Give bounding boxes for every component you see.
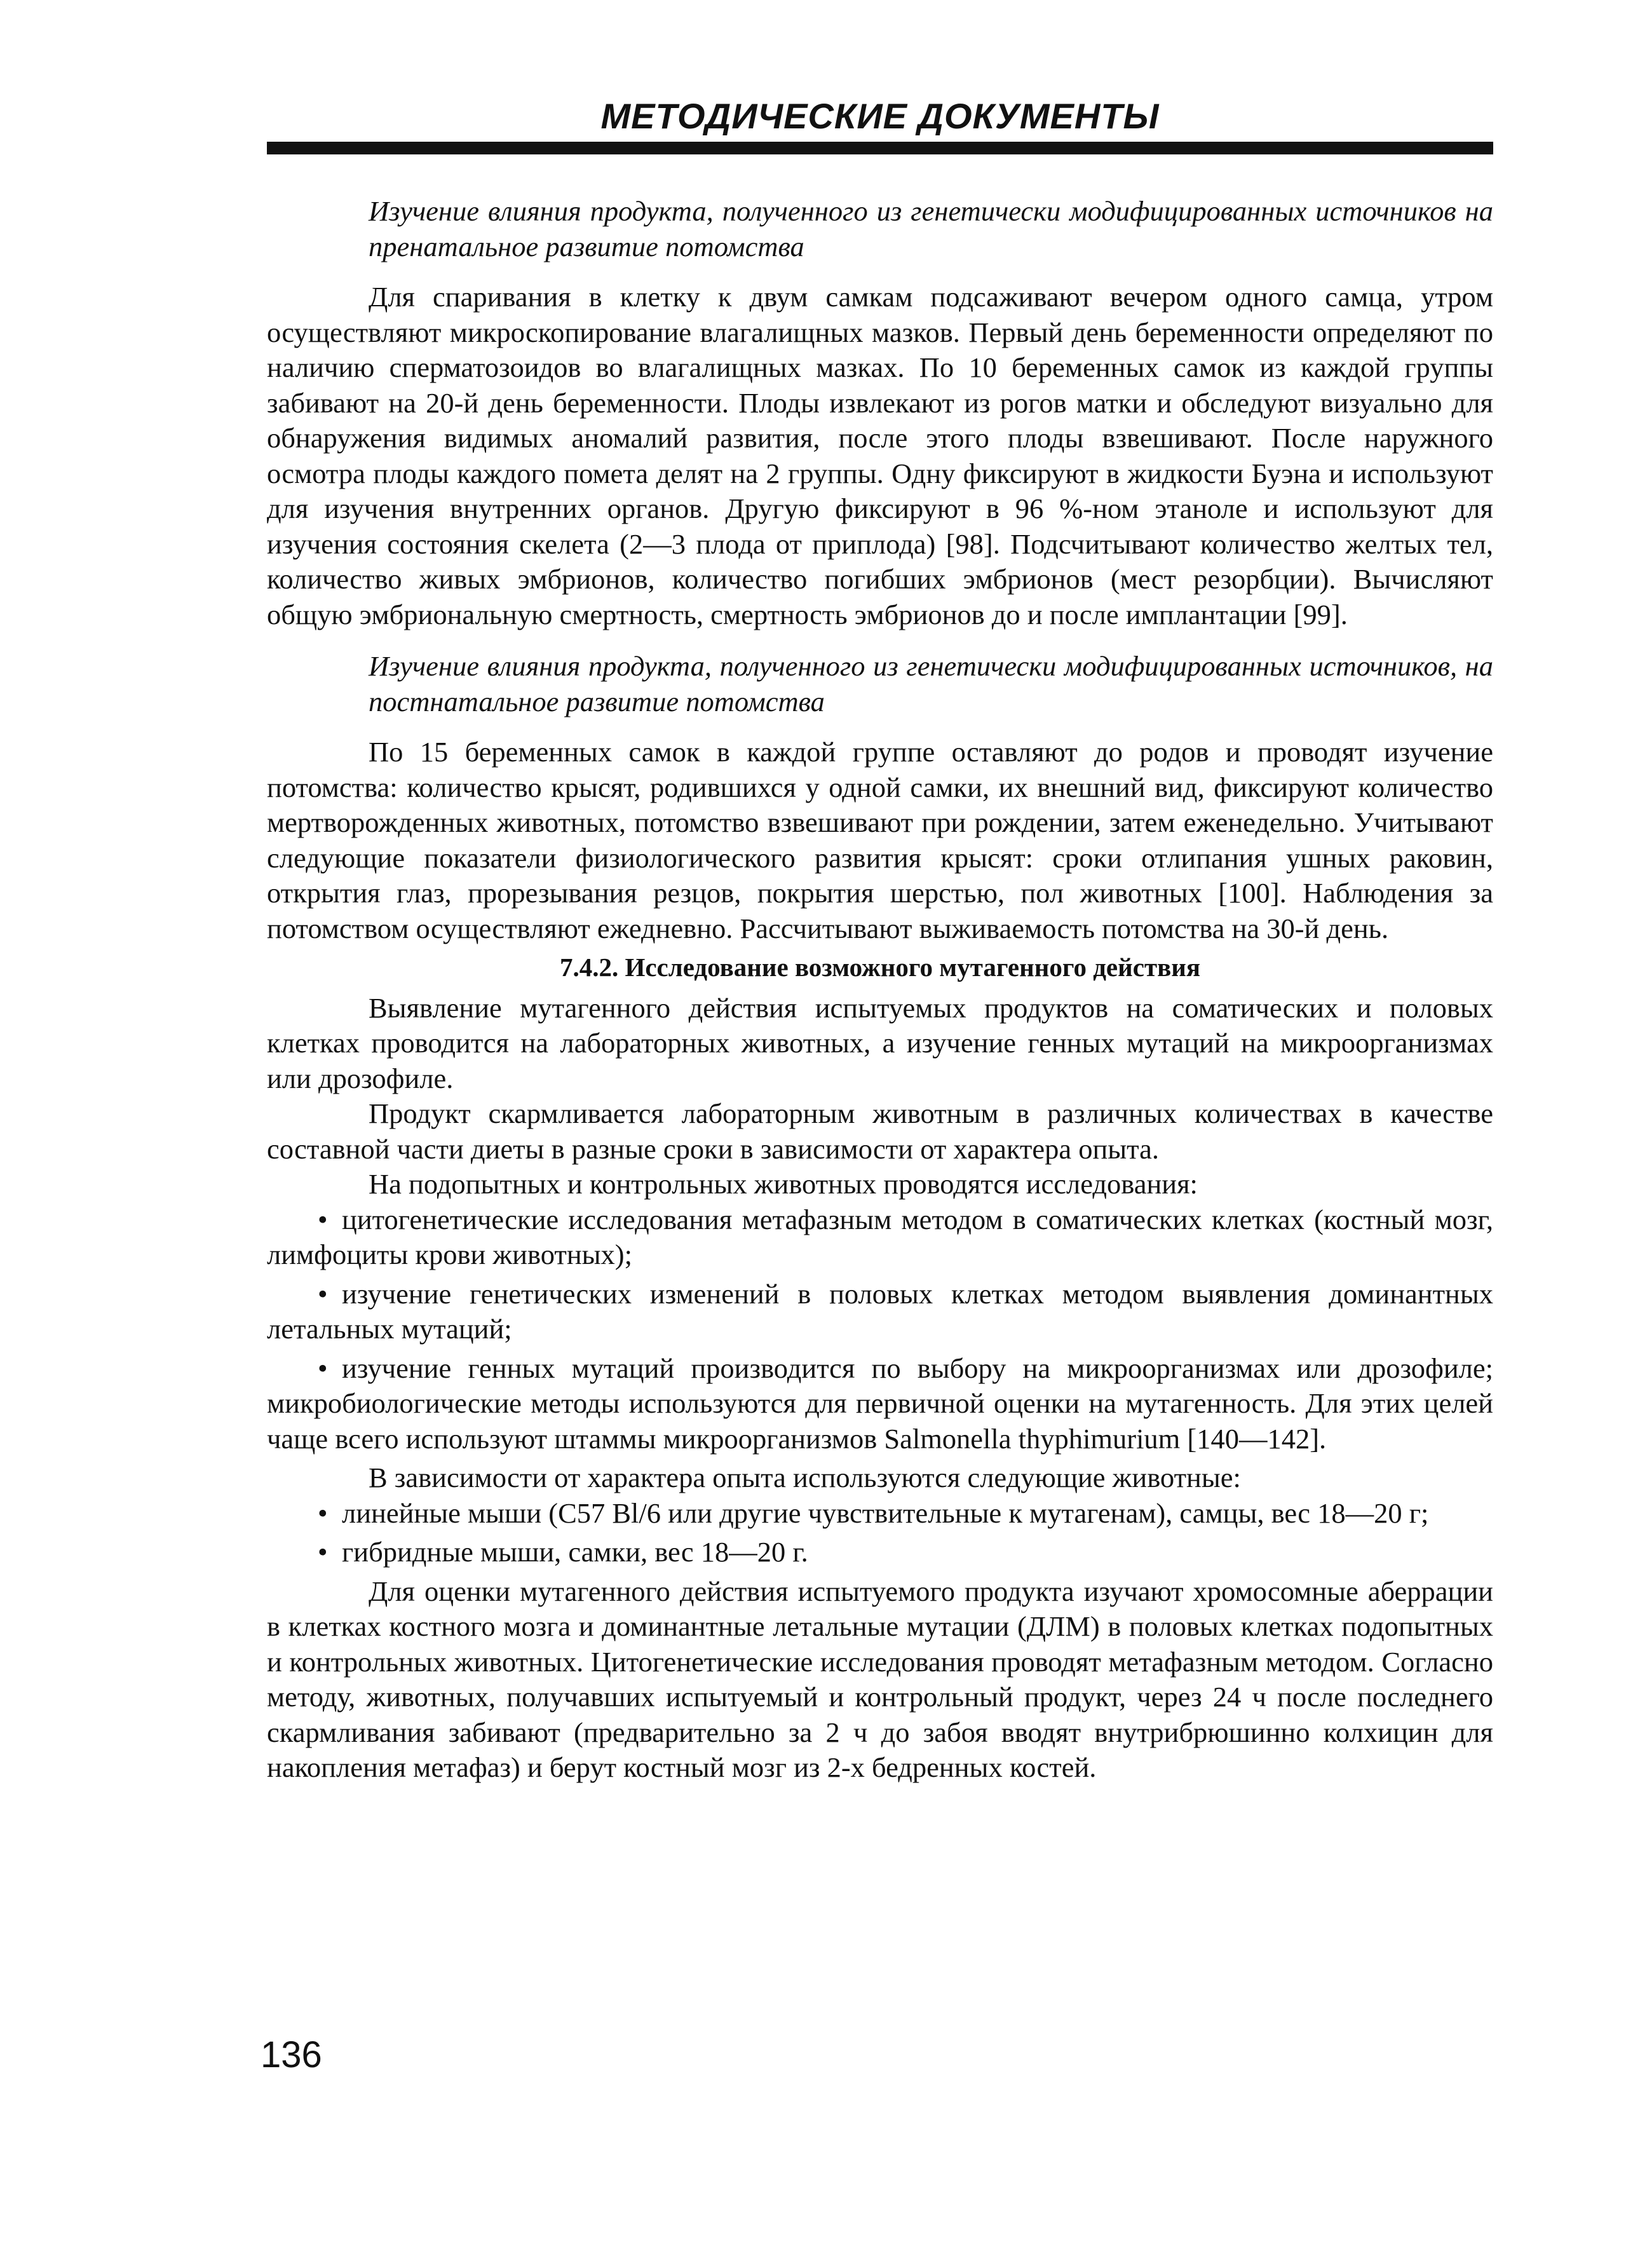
paragraph-assessment: Для оценки мутагенного действия испытуемого продукта изучают хромосомные аберрации в клетках костного мозга и доминантные летальные мутации (ДЛМ) в половых клетках подопытных и контрольных животных. Цитогенетические исследования проводят метафазным методом. Согласно методу, животных, получавших испытуемый и контрольный продукт, через 24 ч после последнего скармливания забивают (предварительно за 2 ч до забоя вводят внутрибрюшинно колхицин для накопления метафаз) и берут костный мозг из 2-х бедренных костей. bbox=[267, 1575, 1493, 1783]
paragraph-postnatal: По 15 беременных самок в каждой группе оставляют до родов и проводят изучение потомства: количество крысят, родившихся у одной самки, их внешний вид, фиксируют количество мертворожденных животных, потомство взвешивают при рождении, затем еженедельно. Учитывают следующие показатели физиологического развития крысят: сроки отлипания ушных раковин, открытия глаз, прорезывания резцов, покрытия шерстью, пол животных [100]. Наблюдения за потомством осуществляют ежедневно. Рассчитывают выживаемость потомства на 30-й день. bbox=[267, 736, 1493, 944]
list-item-cytogenetic: • цитогенетические исследования метафазным методом в соматических клетках (костный мозг, лимфоциты крови животных); bbox=[267, 1203, 1493, 1270]
bullet-icon: • bbox=[318, 1277, 328, 1310]
body-text bbox=[267, 194, 1493, 1786]
bullet-icon: • bbox=[318, 1352, 328, 1384]
list-item-gene-mutations: • изучение генных мутаций производится по выбору на микроорганизмах или дрозофиле; микробиологические методы используются для первичной оценки на мутагенность. Для этих целей чаще всего используют штаммы микроорганизмов Salmonella thyphimurium [140—142]. bbox=[267, 1352, 1493, 1455]
header-rule bbox=[267, 142, 1493, 154]
running-head: МЕТОДИЧЕСКИЕ ДОКУМЕНТЫ bbox=[600, 96, 1160, 136]
paragraph-animals-intro: В зависимости от характера опыта используются следующие животные: bbox=[369, 1462, 1241, 1493]
page-number: 136 bbox=[261, 2034, 322, 2075]
paragraph-feeding: Продукт скармливается лабораторным животным в различных количествах в качестве составной части диеты в разные сроки в зависимости от характера опыта. bbox=[267, 1097, 1493, 1165]
subheading-prenatal: Изучение влияния продукта, полученного из генетически модифицированных источников на пренатальное развитие потомства bbox=[369, 195, 1493, 262]
section-heading-mutagenic: 7.4.2. Исследование возможного мутагенного действия bbox=[559, 953, 1201, 982]
paragraph-mutagenic-intro: Выявление мутагенного действия испытуемых продуктов на соматических и половых клетках проводится на лабораторных животных, а изучение генных мутаций на микроорганизмах или дрозофиле. bbox=[267, 991, 1493, 1094]
subheading-postnatal: Изучение влияния продукта, полученного из генетически модифицированных источников, на постнатальное развитие потомства bbox=[369, 650, 1493, 717]
list-item-dominant-lethal: • изучение генетических изменений в половых клетках методом выявления доминантных летальных мутаций; bbox=[267, 1277, 1493, 1345]
bullet-icon: • bbox=[318, 1536, 328, 1568]
bullet-icon: • bbox=[318, 1497, 328, 1529]
bullet-icon: • bbox=[318, 1203, 328, 1235]
document-page bbox=[261, 95, 1493, 2243]
paragraph-studies-intro: На подопытных и контрольных животных проводятся исследования: bbox=[369, 1168, 1198, 1200]
list-item-hybrid-mice: • гибридные мыши, самки, вес 18—20 г. bbox=[267, 1535, 1493, 1570]
list-item-linear-mice: • линейные мыши (С57 Bl/6 или другие чувствительные к мутагенам), самцы, вес 18—20 г; bbox=[267, 1496, 1493, 1531]
spacer bbox=[267, 632, 1493, 649]
paragraph-prenatal: Для спаривания в клетку к двум самкам подсаживают вечером одного самца, утром осуществляют микроскопирование влагалищных мазков. Первый день беременности определяют по наличию сперматозоидов во влагалищных мазках. По 10 беременных самок из каждой группы забивают на 20-й день беременности. Плоды извлекают из рогов матки и обследуют визуально для обнаружения видимых аномалий развития, после этого плоды взвешивают. После наружного осмотра плоды каждого помета делят на 2 группы. Одну фиксируют в жидкости Буэна и используют для изучения внутренних органов. Другую фиксируют в 96 %-ном этаноле и используют для изучения состояния скелета (2—3 плода от приплода) [98]. Подсчитывают количество желтых тел, количество живых эмбрионов, количество погибших эмбрионов (мест резорбции). Вычисляют общую эмбриональную смертность, смертность эмбрионов до и после имплантации [99]. bbox=[267, 281, 1493, 630]
